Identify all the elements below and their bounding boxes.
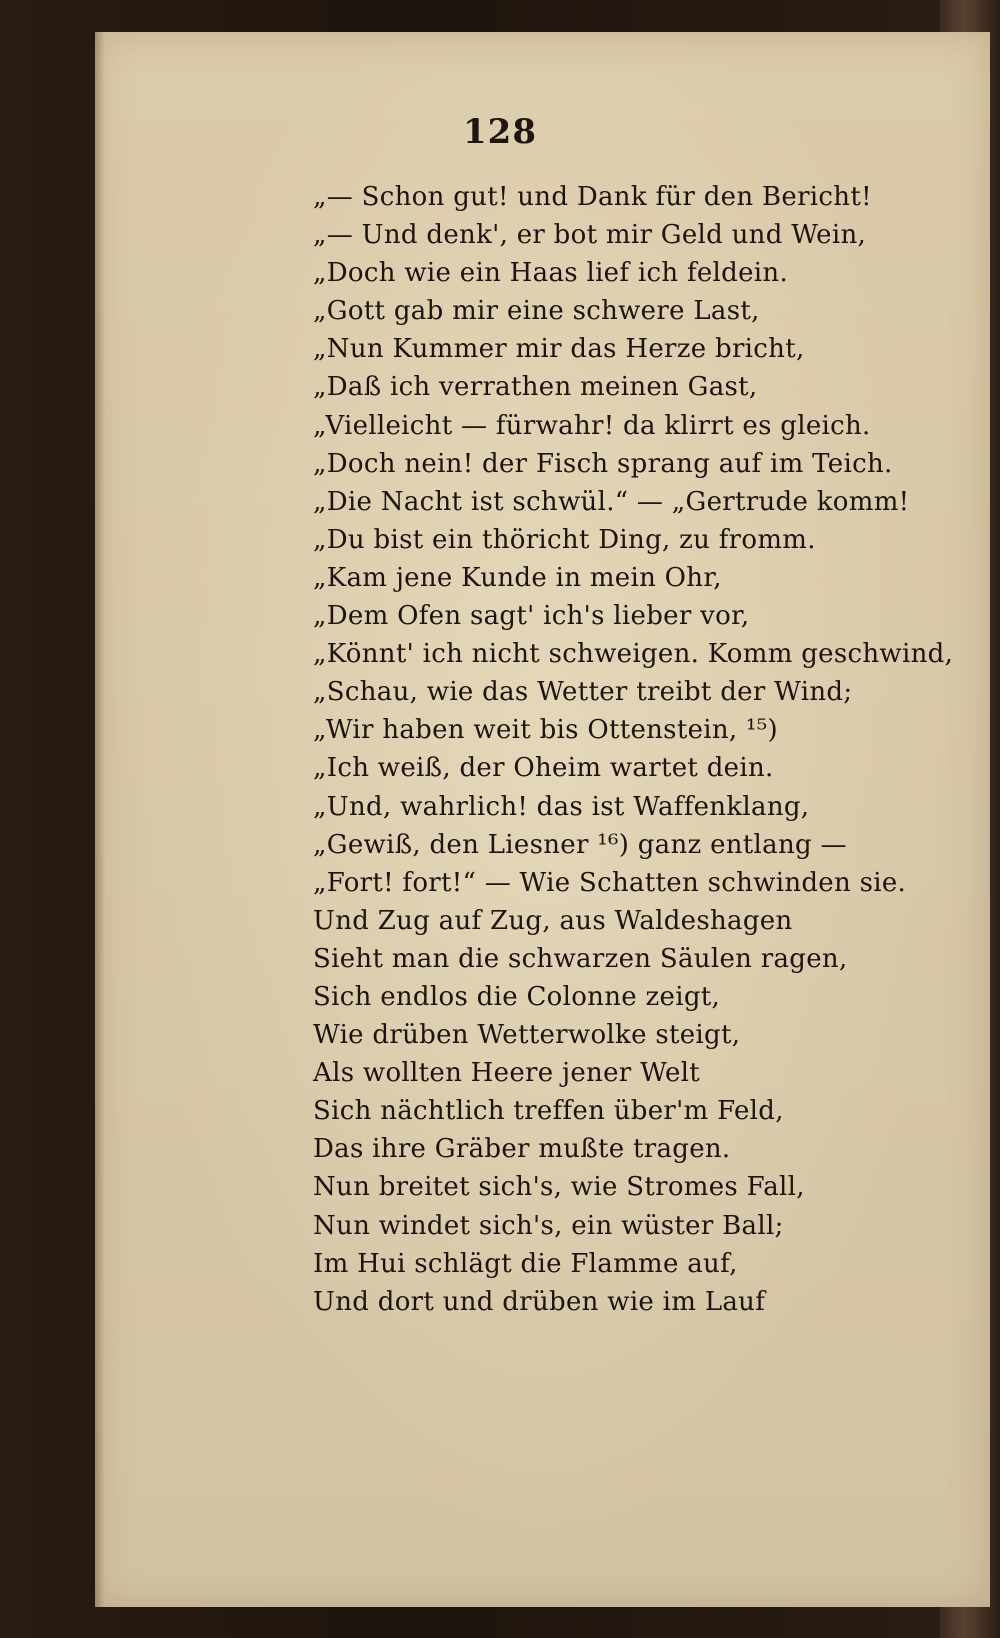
verse-line: Und Zug auf Zug, aus Waldeshagen: [313, 905, 793, 936]
verse-line: „Doch wie ein Haas lief ich feldein.: [313, 258, 789, 289]
verse-line: Im Hui schlägt die Flamme auf,: [313, 1248, 738, 1279]
verse-line: „Nun Kummer mir das Herze bricht,: [313, 334, 805, 365]
page-number: 128: [463, 112, 537, 152]
verse-line: Nun windet sich's, ein wüster Ball;: [313, 1210, 784, 1241]
verse-line: „— Und denk', er bot mir Geld und Wein,: [313, 220, 867, 251]
verse-line: „Könnt' ich nicht schweigen. Komm geschwind,: [313, 639, 954, 670]
verse-line: Als wollten Heere jener Welt: [313, 1058, 701, 1089]
verse-line: „Kam jene Kunde in mein Ohr,: [313, 562, 722, 593]
verse-line: Wie drüben Wetterwolke steigt,: [313, 1020, 741, 1051]
verse-line: Sich endlos die Colonne zeigt,: [313, 981, 721, 1012]
verse-line: „Gott gab mir eine schwere Last,: [313, 296, 760, 327]
verse-line: Sieht man die schwarzen Säulen ragen,: [313, 943, 848, 974]
verse-line: „Du bist ein thöricht Ding, zu fromm.: [313, 524, 816, 555]
verse-line: „Fort! fort!“ — Wie Schatten schwinden sie.: [313, 867, 907, 898]
verse-line: „Doch nein! der Fisch sprang auf im Teich.: [313, 448, 893, 479]
verse-line: „— Schon gut! und Dank für den Bericht!: [313, 182, 872, 212]
verse-line: „Ich weiß, der Oheim wartet dein.: [313, 753, 774, 784]
verse-line: „Dem Ofen sagt' ich's lieber vor,: [313, 601, 750, 632]
verse-line: Das ihre Gräber mußte tragen.: [313, 1134, 731, 1165]
poem-text: [313, 178, 953, 1321]
verse-line: „Schau, wie das Wetter treibt der Wind;: [313, 677, 853, 708]
verse-line: Sich nächtlich treffen über'm Feld,: [313, 1096, 784, 1127]
verse-line: „Wir haben weit bis Ottenstein, ¹⁵): [313, 715, 778, 746]
verse-line: Und dort und drüben wie im Lauf: [313, 1286, 766, 1317]
verse-line: „Vielleicht — fürwahr! da klirrt es gleich.: [313, 410, 871, 441]
verse-line: „Und, wahrlich! das ist Waffenklang,: [313, 791, 810, 822]
page-gutter-shadow: [95, 32, 105, 1607]
verse-line: „Daß ich verrathen meinen Gast,: [313, 372, 758, 403]
verse-line: „Die Nacht ist schwül.“ — „Gertrude komm!: [313, 486, 910, 517]
verse-line: Nun breitet sich's, wie Stromes Fall,: [313, 1172, 805, 1203]
verse-line: „Gewiß, den Liesner ¹⁶) ganz entlang —: [313, 829, 847, 860]
